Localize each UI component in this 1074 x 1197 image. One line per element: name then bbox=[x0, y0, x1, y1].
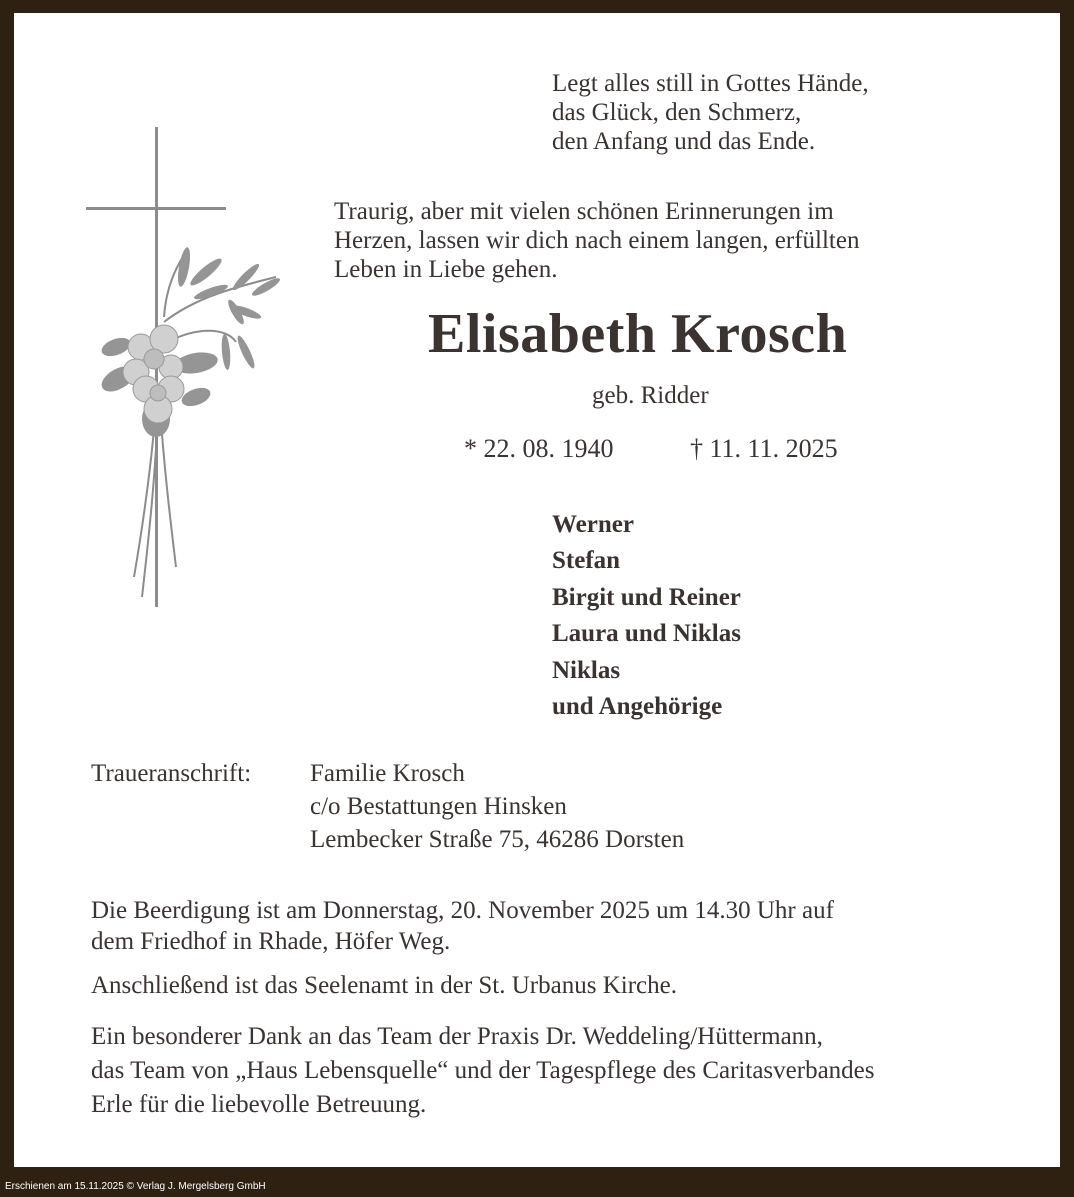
verse-line: das Glück, den Schmerz, bbox=[552, 99, 802, 126]
mourner: Birgit und Reiner bbox=[552, 583, 741, 611]
mourner: Laura und Niklas bbox=[552, 620, 741, 648]
thanks-text bbox=[91, 1020, 875, 1122]
cross-with-flowers-icon bbox=[86, 127, 286, 627]
address-line: Familie Krosch bbox=[310, 760, 465, 787]
requiem-info: Anschließend ist das Seelenamt in der St. Urbanus Kirche. bbox=[91, 972, 677, 999]
mourner: Werner bbox=[552, 511, 634, 538]
thanks-line: Ein besonderer Dank an das Team der Praxis Dr. Weddeling/Hüttermann, bbox=[91, 1023, 823, 1050]
mourner: Niklas bbox=[552, 656, 621, 684]
funeral-info bbox=[91, 895, 834, 957]
birth-date: * 22. 08. 1940 bbox=[464, 434, 614, 463]
mourning-address bbox=[310, 757, 684, 856]
mourner: Stefan bbox=[552, 547, 621, 575]
deceased-name: Elisabeth Krosch bbox=[428, 303, 848, 365]
address-line: Lembecker Straße 75, 46286 Dorsten bbox=[310, 826, 685, 853]
obituary-notice bbox=[14, 13, 1060, 1167]
thanks-line: Erle für die liebevolle Betreuung. bbox=[91, 1091, 427, 1118]
intro-line: Leben in Liebe gehen. bbox=[334, 256, 558, 283]
publication-footer: Erschienen am 15.11.2025 © Verlag J. Mergelsberg GmbH bbox=[5, 1181, 266, 1192]
verse-line: Legt alles still in Gottes Hände, bbox=[552, 70, 869, 97]
intro-line: Herzen, lassen wir dich nach einem langen, erfüllten bbox=[334, 227, 860, 254]
funeral-line: Die Beerdigung ist am Donnerstag, 20. November 2025 um 14.30 Uhr auf bbox=[91, 897, 834, 924]
intro-text bbox=[334, 197, 859, 284]
intro-line: Traurig, aber mit vielen schönen Erinnerungen im bbox=[334, 198, 834, 225]
verse-line: den Anfang und das Ende. bbox=[552, 128, 816, 155]
mourners-list bbox=[552, 507, 741, 725]
maiden-name: geb. Ridder bbox=[592, 382, 709, 409]
thanks-line: das Team von „Haus Lebensquelle“ und der Tagespflege des Caritasverbandes bbox=[91, 1057, 875, 1084]
address-line: c/o Bestattungen Hinsken bbox=[310, 793, 567, 820]
death-date: † 11. 11. 2025 bbox=[690, 434, 838, 463]
address-label: Traueranschrift: bbox=[91, 760, 252, 787]
funeral-line: dem Friedhof in Rhade, Höfer Weg. bbox=[91, 928, 451, 955]
mourner: und Angehörige bbox=[552, 693, 723, 721]
verse-quote bbox=[552, 69, 869, 156]
